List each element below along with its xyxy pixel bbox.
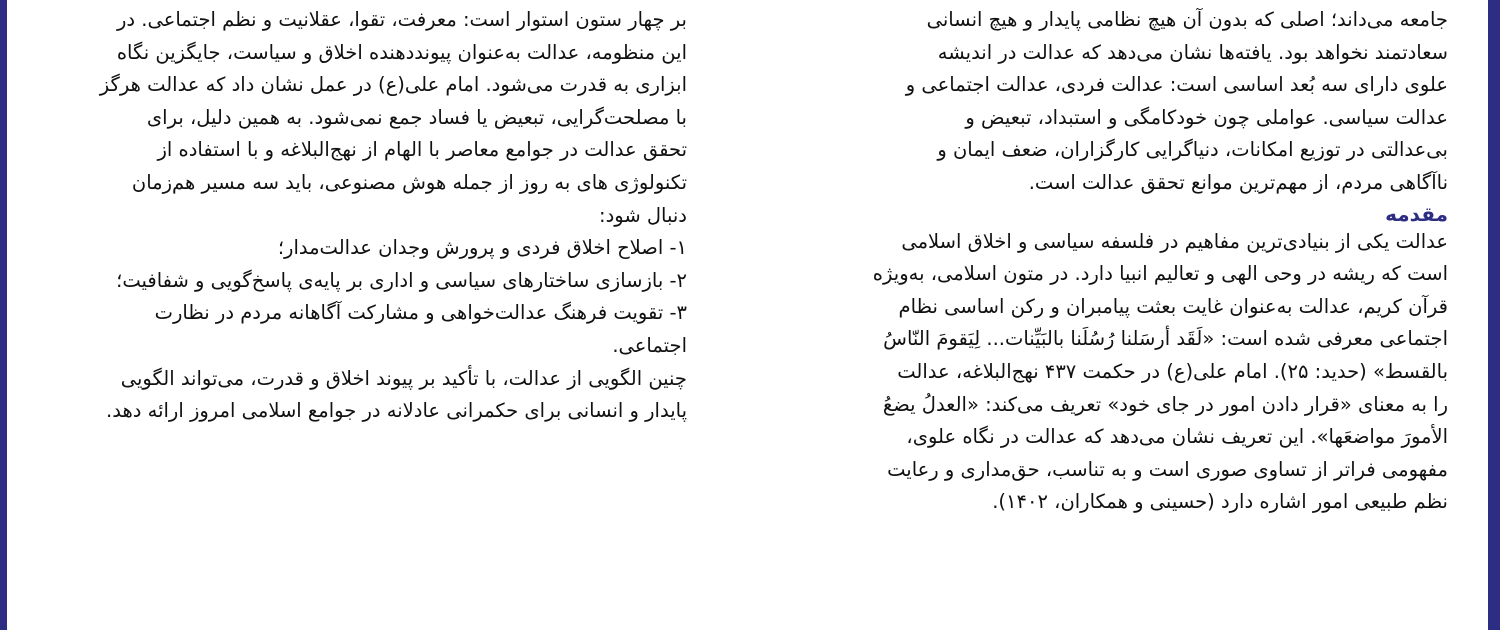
abstract-line: جامعه می‌داند؛ اصلی که بدون آن هیچ نظامی پایدار و هیچ انسانی [926,8,1448,31]
conclusion-line: بر چهار ستون استوار است: معرفت، تقوا، عقلانیت و نظم اجتماعی. در [116,8,687,31]
left-column [47,0,687,428]
abstract-line: عدالت سیاسی. عواملی چون خودکامگی و استبداد، تبعیض و [965,105,1448,129]
intro-line: نظم طبیعی امور اشاره دارد (حسینی و همکاران، ۱۴۰۲). [992,490,1448,514]
list-item: ۲- بازسازی ساختارهای سیاسی و اداری بر پایه‌ی پاسخ‌گویی و شفافیت؛ [116,268,687,292]
conclusion-line: ابزاری به قدرت می‌شود. امام علی(ع) در عمل نشان داد که عدالت هرگز [99,73,687,97]
list-item: اجتماعی. [612,333,687,357]
page-edge-right [1488,0,1500,630]
intro-line: الأمورَ مواضعَها». این تعریف نشان می‌دهد که عدالت در نگاه علوی، [906,425,1448,449]
intro-line: اجتماعی معرفی شده است: «لَقَد أرسَلنا رُسُلَنا بالبَیِّنات... لِیَقومَ النّاسُ [883,327,1448,351]
page-edge-left [0,0,7,630]
list-item: ۳- تقویت فرهنگ عدالت‌خواهی و مشارکت آگاهانه مردم در نظارت [154,301,687,325]
intro-line: است که ریشه در وحی الهی و تعالیم انبیا دارد. در متون اسلامی، به‌ویژه [872,262,1448,286]
abstract-line: علوی دارای سه بُعد اساسی است: عدالت فردی، عدالت اجتماعی و [905,73,1448,97]
conclusion-line: تکنولوژی های به روز از جمله هوش مصنوعی، باید سه مسیر هم‌زمان [131,170,687,194]
conclusion-line: پایدار و انسانی برای حکمرانی عادلانه در جوامع اسلامی امروز ارائه دهد. [106,399,687,423]
right-column [778,0,1448,519]
conclusion-line: دنبال شود: [599,203,687,227]
intro-line: را به معنای «قرار دادن امور در جای خود» تعریف می‌کند: «العدلُ یضعُ [882,392,1448,416]
intro-line: قرآن کریم، عدالت به‌عنوان غایت بعثت پیامبران و رکن اساسی نظام [898,294,1448,318]
abstract-line: ناآگاهی مردم، از مهم‌ترین موانع تحقق عدالت است. [1028,170,1448,194]
list-item: ۱- اصلاح اخلاق فردی و پرورش وجدان عدالت‌مدار؛ [277,236,687,260]
abstract-line: بی‌عدالتی در توزیع امکانات، دنیاگرایی کارگزاران، ضعف ایمان و [937,138,1448,162]
intro-line: مفهومی فراتر از تساوی صوری است و به تناسب، حق‌مداری و رعایت [887,457,1448,481]
abstract-line: سعادتمند نخواهد بود. یافته‌ها نشان می‌دهد که عدالت در اندیشه [937,40,1448,64]
conclusion-line: چنین الگویی از عدالت، با تأکید بر پیوند اخلاق و قدرت، می‌تواند الگویی [120,366,687,390]
intro-line: بالقسط» (حدید: ۲۵). امام علی(ع) در حکمت ۴۳۷ نهج‌البلاغه، عدالت [897,359,1448,383]
intro-line: عدالت یکی از بنیادی‌ترین مفاهیم در فلسفه سیاسی و اخلاق اسلامی [901,229,1448,253]
conclusion-line: تحقق عدالت در جوامع معاصر با الهام از نهج‌البلاغه و با استفاده از [157,138,687,162]
conclusion-line: با مصلحت‌گرایی، تبعیض یا فساد جمع نمی‌شود. به همین دلیل، برای [146,105,687,129]
conclusion-line: این منظومه، عدالت به‌عنوان پیونددهنده اخلاق و سیاست، جایگزین نگاه [116,40,687,64]
section-heading: مقدمه [1385,201,1448,226]
